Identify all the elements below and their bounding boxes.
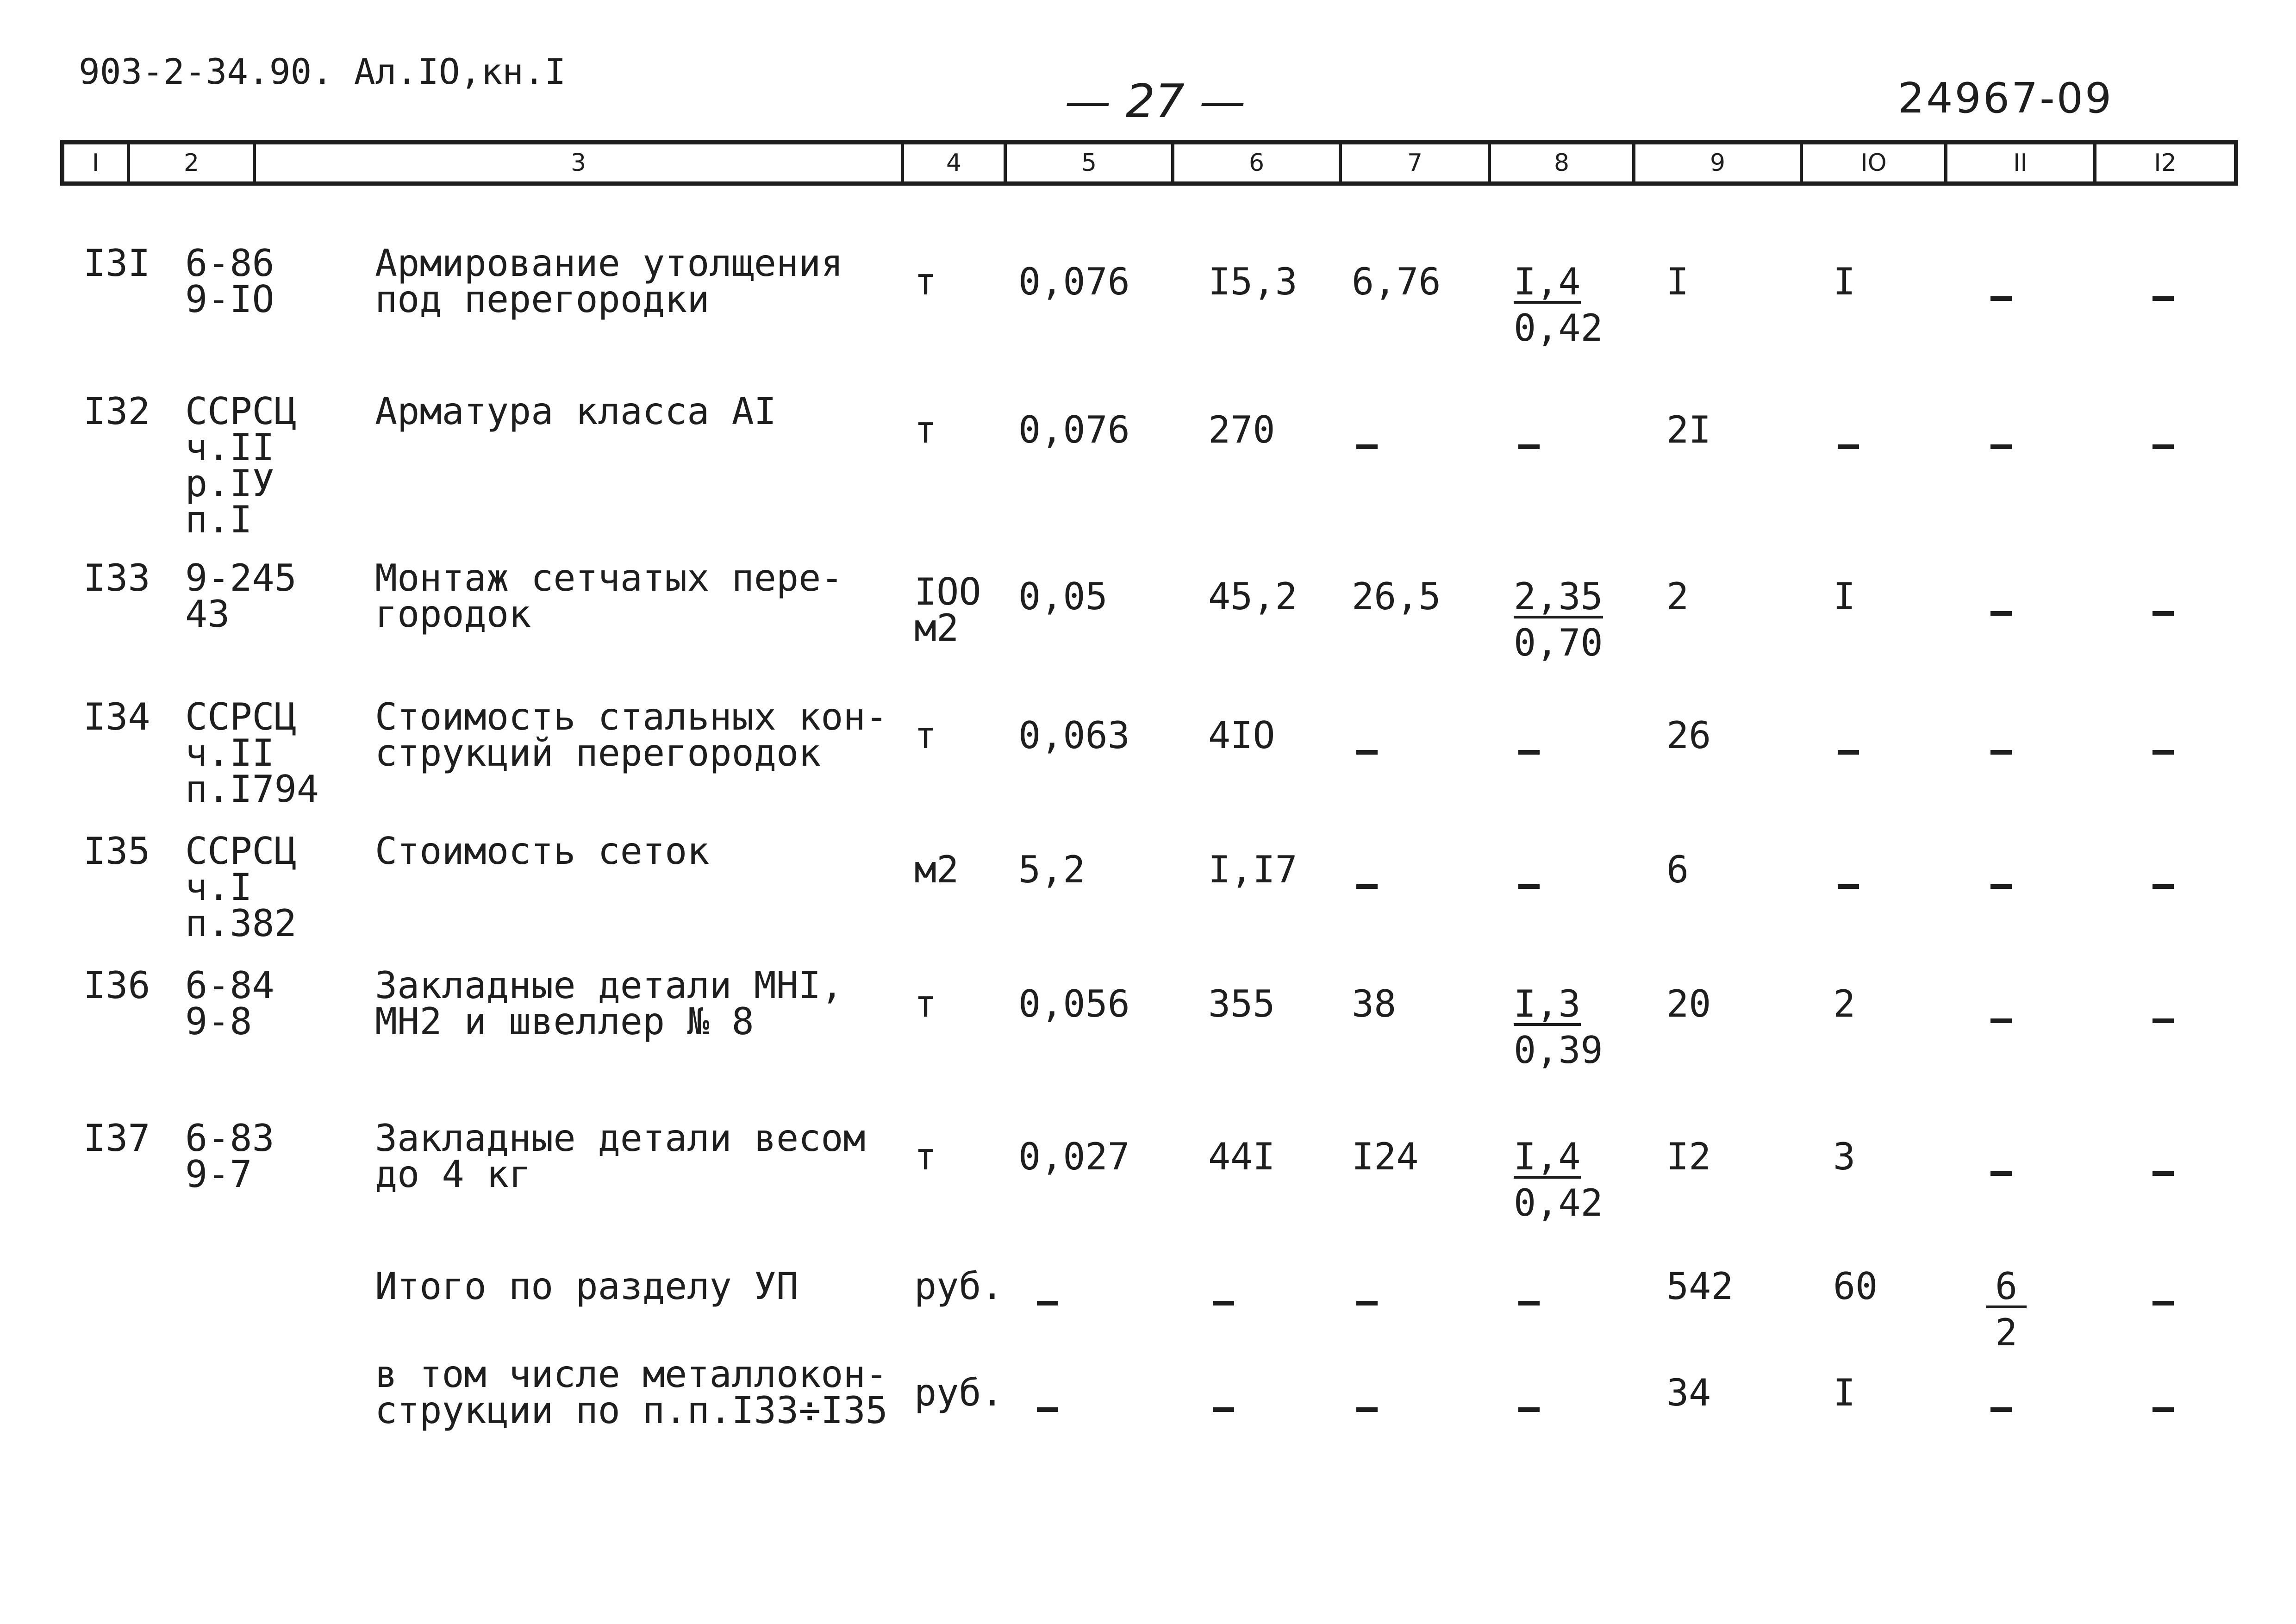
column-header-5: 5 bbox=[1081, 149, 1097, 177]
norm-code: 9-245 43 bbox=[185, 556, 297, 636]
col7-value: 6,76 bbox=[1352, 260, 1441, 303]
dash-mark bbox=[1356, 884, 1378, 889]
quantity: 0,056 bbox=[1018, 982, 1130, 1025]
total-unit: руб. bbox=[914, 1265, 1004, 1308]
dash-mark bbox=[1518, 444, 1540, 449]
total-col10: 60 bbox=[1833, 1265, 1878, 1308]
dash-mark bbox=[1213, 1407, 1234, 1412]
col9-value: I bbox=[1666, 260, 1689, 303]
col8-bottom: 0,39 bbox=[1514, 1029, 1603, 1072]
page-number: — 27 — bbox=[1065, 74, 1246, 128]
col8-bottom: 0,42 bbox=[1514, 306, 1603, 350]
unit-price: 4IO bbox=[1208, 714, 1275, 757]
dash-mark bbox=[1838, 444, 1859, 449]
col7-value: 38 bbox=[1352, 982, 1397, 1025]
row-number: I37 bbox=[83, 1117, 150, 1160]
column-header-1: I bbox=[92, 149, 100, 177]
total-col9: 542 bbox=[1666, 1265, 1734, 1308]
column-header-9: 9 bbox=[1710, 149, 1726, 177]
dash-mark bbox=[1518, 750, 1540, 755]
column-divider bbox=[1339, 144, 1342, 181]
dash-mark bbox=[1037, 1301, 1058, 1305]
column-header-2: 2 bbox=[183, 149, 200, 177]
col8-bottom: 0,42 bbox=[1514, 1181, 1603, 1224]
unit: т bbox=[914, 260, 937, 303]
unit: IOO м2 bbox=[914, 570, 981, 650]
dash-mark bbox=[2152, 1301, 2174, 1305]
col9-value: 20 bbox=[1666, 982, 1711, 1025]
norm-code: ССРСЦ ч.II р.IУ п.I bbox=[185, 390, 297, 541]
dash-mark bbox=[1990, 1018, 2012, 1023]
dash-mark bbox=[1356, 444, 1378, 449]
total-col9: 34 bbox=[1666, 1371, 1711, 1414]
unit: т bbox=[914, 982, 937, 1025]
work-name: Закладные детали весом до 4 кг bbox=[375, 1117, 866, 1196]
unit: т bbox=[914, 1135, 937, 1178]
dash-mark bbox=[2152, 611, 2174, 616]
work-name: Армирование утолщения под перегородки bbox=[375, 242, 843, 321]
dash-mark bbox=[2152, 444, 2174, 449]
total-label: Итого по разделу УП bbox=[375, 1265, 799, 1308]
column-divider bbox=[901, 144, 904, 181]
column-header-4: 4 bbox=[946, 149, 962, 177]
dash-mark bbox=[1356, 1407, 1378, 1412]
quantity: 0,063 bbox=[1018, 714, 1130, 757]
row-number: I34 bbox=[83, 695, 150, 738]
col8-top: I,4 bbox=[1514, 260, 1581, 303]
total-col10: I bbox=[1833, 1371, 1856, 1414]
row-number: I3I bbox=[83, 242, 150, 285]
work-name: Закладные детали MHI, MH2 и швеллер № 8 bbox=[375, 964, 843, 1043]
dash-mark bbox=[2152, 1018, 2174, 1023]
dash-mark bbox=[1990, 884, 2012, 889]
row-number: I33 bbox=[83, 556, 150, 600]
norm-code: 6-83 9-7 bbox=[185, 1117, 275, 1196]
dash-mark bbox=[2152, 750, 2174, 755]
col7-value: I24 bbox=[1352, 1135, 1419, 1178]
row-number: I35 bbox=[83, 830, 150, 873]
col8-top: I,4 bbox=[1514, 1135, 1581, 1178]
unit-price: I5,3 bbox=[1208, 260, 1298, 303]
col10-value: 2 bbox=[1833, 982, 1856, 1025]
unit-price: 44I bbox=[1208, 1135, 1275, 1178]
column-divider bbox=[2093, 144, 2096, 181]
col8-bottom: 0,70 bbox=[1514, 621, 1603, 664]
dash-mark bbox=[1356, 750, 1378, 755]
col10-value: I bbox=[1833, 260, 1856, 303]
norm-code: ССРСЦ ч.I п.382 bbox=[185, 830, 297, 945]
col9-value: 2 bbox=[1666, 575, 1689, 618]
dash-mark bbox=[1518, 1407, 1540, 1412]
column-header-7: 7 bbox=[1407, 149, 1423, 177]
column-header-8: 8 bbox=[1554, 149, 1570, 177]
column-divider bbox=[127, 144, 130, 181]
dash-mark bbox=[1990, 296, 2012, 301]
dash-mark bbox=[1990, 1407, 2012, 1412]
quantity: 0,027 bbox=[1018, 1135, 1130, 1178]
work-name: Арматура класса AI bbox=[375, 390, 776, 433]
column-divider bbox=[1171, 144, 1174, 181]
document-code: 903-2-34.90. Ал.IO,кн.I bbox=[79, 51, 566, 92]
norm-code: 6-84 9-8 bbox=[185, 964, 275, 1043]
norm-code: 6-86 9-IO bbox=[185, 242, 275, 321]
quantity: 0,076 bbox=[1018, 260, 1130, 303]
total-col11-top: 6 bbox=[1986, 1268, 2027, 1308]
column-header-12: I2 bbox=[2154, 149, 2177, 177]
col10-value: I bbox=[1833, 575, 1856, 618]
col9-value: 26 bbox=[1666, 714, 1711, 757]
work-name: Стоимость стальных кон- струкций перегородок bbox=[375, 695, 888, 775]
col8-top: I,3 bbox=[1514, 982, 1581, 1025]
work-name: Монтаж сетчатых пере- городок bbox=[375, 556, 843, 636]
dash-mark bbox=[2152, 296, 2174, 301]
dash-mark bbox=[2152, 1171, 2174, 1176]
registration-number: 24967-09 bbox=[1898, 74, 2114, 123]
column-divider bbox=[1800, 144, 1803, 181]
dash-mark bbox=[1518, 884, 1540, 889]
column-header-10: IO bbox=[1860, 149, 1887, 177]
unit-price: 45,2 bbox=[1208, 575, 1298, 618]
total-col11-bottom: 2 bbox=[1995, 1311, 2018, 1354]
row-number: I36 bbox=[83, 964, 150, 1007]
column-divider bbox=[1632, 144, 1635, 181]
column-divider bbox=[253, 144, 256, 181]
unit-price: 355 bbox=[1208, 982, 1275, 1025]
col9-value: 2I bbox=[1666, 408, 1711, 451]
column-divider bbox=[1488, 144, 1491, 181]
dash-mark bbox=[1838, 750, 1859, 755]
column-divider bbox=[1004, 144, 1007, 181]
column-header-11: II bbox=[2013, 149, 2028, 177]
quantity: 0,05 bbox=[1018, 575, 1108, 618]
dash-mark bbox=[2152, 884, 2174, 889]
dash-mark bbox=[1356, 1301, 1378, 1305]
dash-mark bbox=[1838, 884, 1859, 889]
unit: м2 bbox=[914, 848, 959, 891]
column-header-6: 6 bbox=[1248, 149, 1265, 177]
column-divider bbox=[1944, 144, 1947, 181]
unit-price: I,I7 bbox=[1208, 848, 1298, 891]
unit: т bbox=[914, 714, 937, 757]
column-header-row bbox=[60, 140, 2238, 186]
column-header-3: 3 bbox=[570, 149, 586, 177]
dash-mark bbox=[1037, 1407, 1058, 1412]
col8-top: 2,35 bbox=[1514, 575, 1603, 618]
total-unit: руб. bbox=[914, 1371, 1004, 1414]
dash-mark bbox=[1990, 444, 2012, 449]
total-label: в том числе металлокон- струкции по п.п.I33÷I35 bbox=[375, 1353, 888, 1432]
quantity: 0,076 bbox=[1018, 408, 1130, 451]
dash-mark bbox=[1990, 611, 2012, 616]
row-number: I32 bbox=[83, 390, 150, 433]
col9-value: I2 bbox=[1666, 1135, 1711, 1178]
work-name: Стоимость сеток bbox=[375, 830, 710, 873]
dash-mark bbox=[1990, 750, 2012, 755]
dash-mark bbox=[1990, 1171, 2012, 1176]
col7-value: 26,5 bbox=[1352, 575, 1441, 618]
norm-code: ССРСЦ ч.II п.I794 bbox=[185, 695, 319, 811]
dash-mark bbox=[1213, 1301, 1234, 1305]
quantity: 5,2 bbox=[1018, 848, 1086, 891]
col9-value: 6 bbox=[1666, 848, 1689, 891]
dash-mark bbox=[1518, 1301, 1540, 1305]
unit-price: 270 bbox=[1208, 408, 1275, 451]
unit: т bbox=[914, 408, 937, 451]
col10-value: 3 bbox=[1833, 1135, 1856, 1178]
dash-mark bbox=[2152, 1407, 2174, 1412]
